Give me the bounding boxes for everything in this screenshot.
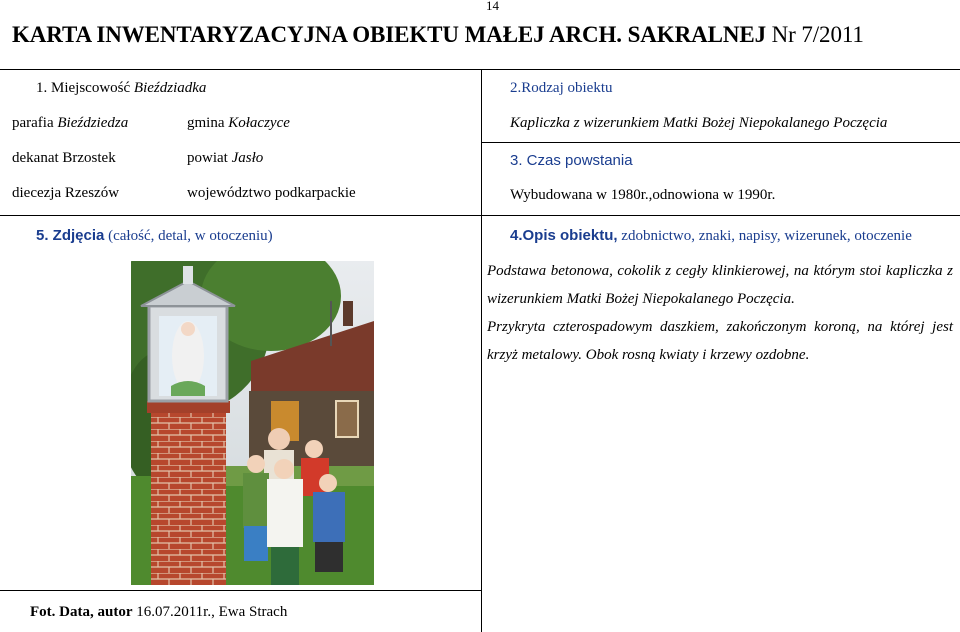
locality-heading: 1. Miejscowość Bieździadka <box>36 80 207 96</box>
parish-field: parafia Bieździedza <box>12 115 129 131</box>
voivodeship-field: województwo podkarpackie <box>187 185 356 201</box>
photo-credit: Fot. Data, autor 16.07.2011r., Ewa Strach <box>30 604 288 620</box>
description-heading: 4.Opis obiektu, zdobnictwo, znaki, napisy, wizerunek, otoczenie <box>510 227 912 244</box>
column-divider <box>481 69 482 632</box>
deanery-field: dekanat Brzostek <box>12 150 116 166</box>
object-type-label: 2.Rodzaj obiektu <box>510 80 613 96</box>
page-number: 14 <box>486 0 499 13</box>
shrine-photo <box>131 261 374 585</box>
title-main: KARTA INWENTARYZACYJNA OBIEKTU MAŁEJ ARCH. SAKRALNEJ <box>12 22 766 47</box>
description-paragraph-2: Przykryta czterospadowym daszkiem, zakończonym koroną, na której jest krzyż metalowy. Obok rosną kwiaty i krzewy ozdobne. <box>487 319 953 363</box>
creation-time-value: Wybudowana w 1980r.,odnowiona w 1990r. <box>510 187 776 203</box>
creation-time-label: 3. Czas powstania <box>510 152 633 169</box>
diocese-field: diecezja Rzeszów <box>12 185 120 201</box>
description-text <box>487 257 953 369</box>
commune-field: gmina Kołaczyce <box>187 115 290 131</box>
footer-divider <box>0 590 481 591</box>
title-divider <box>0 69 960 70</box>
section-divider <box>0 215 960 216</box>
county-field: powiat Jasło <box>187 150 264 166</box>
title-number: Nr 7/2011 <box>771 22 864 47</box>
photos-heading: 5. Zdjęcia (całość, detal, w otoczeniu) <box>36 227 273 244</box>
page-title <box>12 22 864 48</box>
description-paragraph-1: Podstawa betonowa, cokolik z cegły klinkierowej, na którym stoi kapliczka z wizerunkiem Matki Bożej Niepokalanego Poczęcia. <box>487 263 953 307</box>
right-divider-1 <box>481 142 960 143</box>
object-type-value: Kapliczka z wizerunkiem Matki Bożej Niepokalanego Poczęcia <box>510 115 888 131</box>
